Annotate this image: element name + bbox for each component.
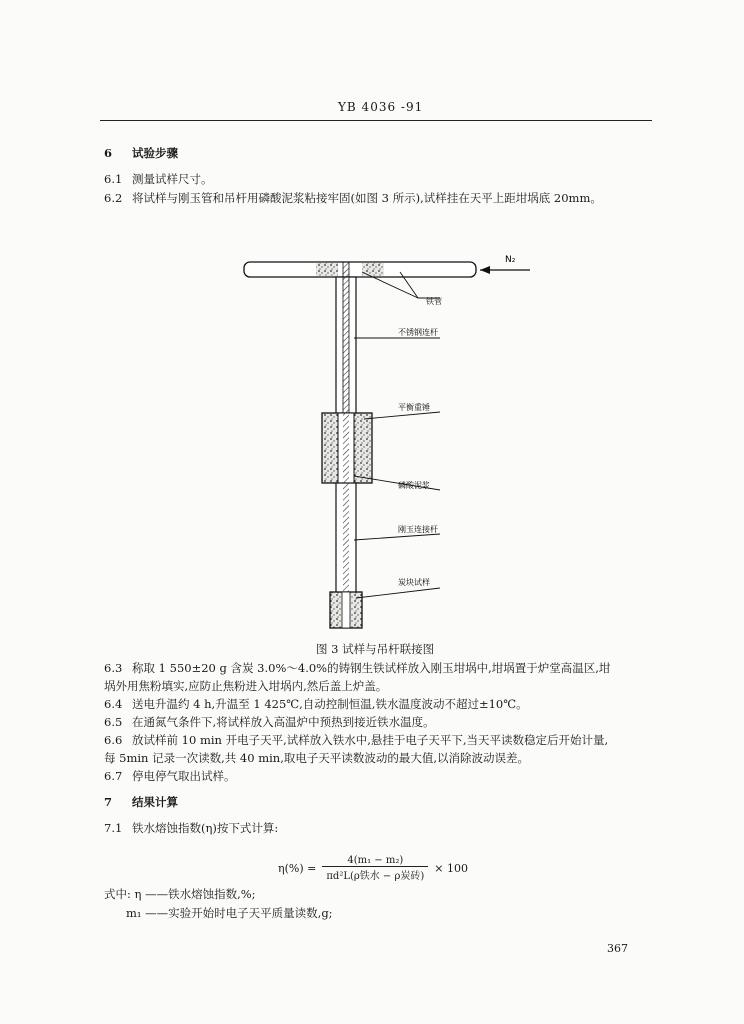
brick-sample — [330, 592, 362, 628]
item-6-3 — [104, 660, 610, 676]
item-6-5 — [104, 714, 435, 730]
section-7-heading — [104, 794, 178, 810]
item-text-line: 称取 1 550±20 g 含炭 3.0%～4.0%的铸钢生铁试样放入刚玉坩埚中,坩埚置于炉堂高温区,坩 — [132, 661, 611, 675]
formula-tail: × 100 — [434, 862, 468, 875]
corundum-rod — [336, 483, 356, 593]
figure-caption: 图 3 试样与吊杆联接图 — [316, 642, 435, 656]
section-7-title: 结果计算 — [132, 795, 178, 809]
label-balance-weight: 平衡重锤 — [398, 403, 430, 412]
formula-table — [277, 855, 469, 882]
item-7-1 — [104, 820, 278, 836]
item-number: 6.2 — [104, 191, 123, 205]
formula — [277, 855, 469, 882]
section-6-number: 6 — [104, 146, 113, 160]
item-number: 6.6 — [104, 733, 123, 747]
item-number: 6.5 — [104, 715, 123, 729]
item-6-6-cont — [104, 750, 529, 766]
where-line-2: m₁ ——实验开始时电子天平质量读数,g; — [126, 906, 333, 920]
item-text-line: 每 5min 记录一次读数,共 40 min,取电子天平读数波动的最大值,以消除波动误差。 — [104, 751, 530, 765]
formula-numerator: 4(m₁ − m₂) — [322, 855, 428, 867]
item-6-3-cont — [104, 678, 387, 694]
item-6-6 — [104, 732, 608, 748]
label-phosphate-mud: 磷酸泥浆 — [398, 481, 430, 490]
item-number: 6.7 — [104, 769, 123, 783]
balance-weight — [322, 413, 372, 483]
standard-number: YB 4036 -91 — [338, 100, 424, 114]
label-brick-sample: 炭块试样 — [398, 578, 430, 587]
formula-denominator: πd²L(ρ铁水 − ρ炭砖) — [326, 871, 425, 882]
item-text: 将试样与刚玉管和吊杆用磷酸泥浆粘接牢固(如图 3 所示),试样挂在天平上距坩埚底 20mm。 — [132, 191, 602, 205]
item-text: 铁水熔蚀指数(η)按下式计算: — [132, 821, 279, 835]
item-text: 测量试样尺寸。 — [132, 172, 213, 186]
where-line-1: 式中: η ——铁水熔蚀指数,%; — [104, 887, 256, 901]
gas-label: N₂ — [505, 255, 516, 265]
page-number: 367 — [607, 942, 628, 955]
section-7-number: 7 — [104, 795, 113, 809]
section-6-title: 试验步骤 — [132, 146, 178, 160]
item-number: 7.1 — [104, 821, 123, 835]
formula-lhs: η(%) = — [278, 862, 317, 875]
item-number: 6.1 — [104, 172, 123, 186]
item-6-7 — [104, 768, 236, 784]
item-text-line: 停电停气取出试样。 — [132, 769, 236, 783]
item-text-line: 送电升温约 4 h,升温至 1 425℃,自动控制恒温,铁水温度波动不超过±10℃。 — [132, 697, 528, 711]
item-text-line: 放试样前 10 min 开电子天平,试样放入铁水中,悬挂于电子天平下,当天平读数稳定后开始计量, — [132, 733, 609, 747]
iron-tube — [244, 262, 476, 277]
item-6-4 — [104, 696, 528, 712]
gas-inlet-arrow — [480, 255, 530, 274]
label-corundum-rod: 刚玉连接杆 — [398, 525, 438, 534]
item-number: 6.3 — [104, 661, 123, 675]
label-stainless-rod: 不锈钢连杆 — [398, 328, 438, 337]
label-iron-tube: 铁管 — [426, 297, 442, 306]
item-number: 6.4 — [104, 697, 123, 711]
item-text-line: 在通氮气条件下,将试样放入高温炉中预热到接近铁水温度。 — [132, 715, 435, 729]
item-text-line: 埚外用焦粉填实,应防止焦粉进入坩埚内,然后盖上炉盖。 — [104, 679, 388, 693]
